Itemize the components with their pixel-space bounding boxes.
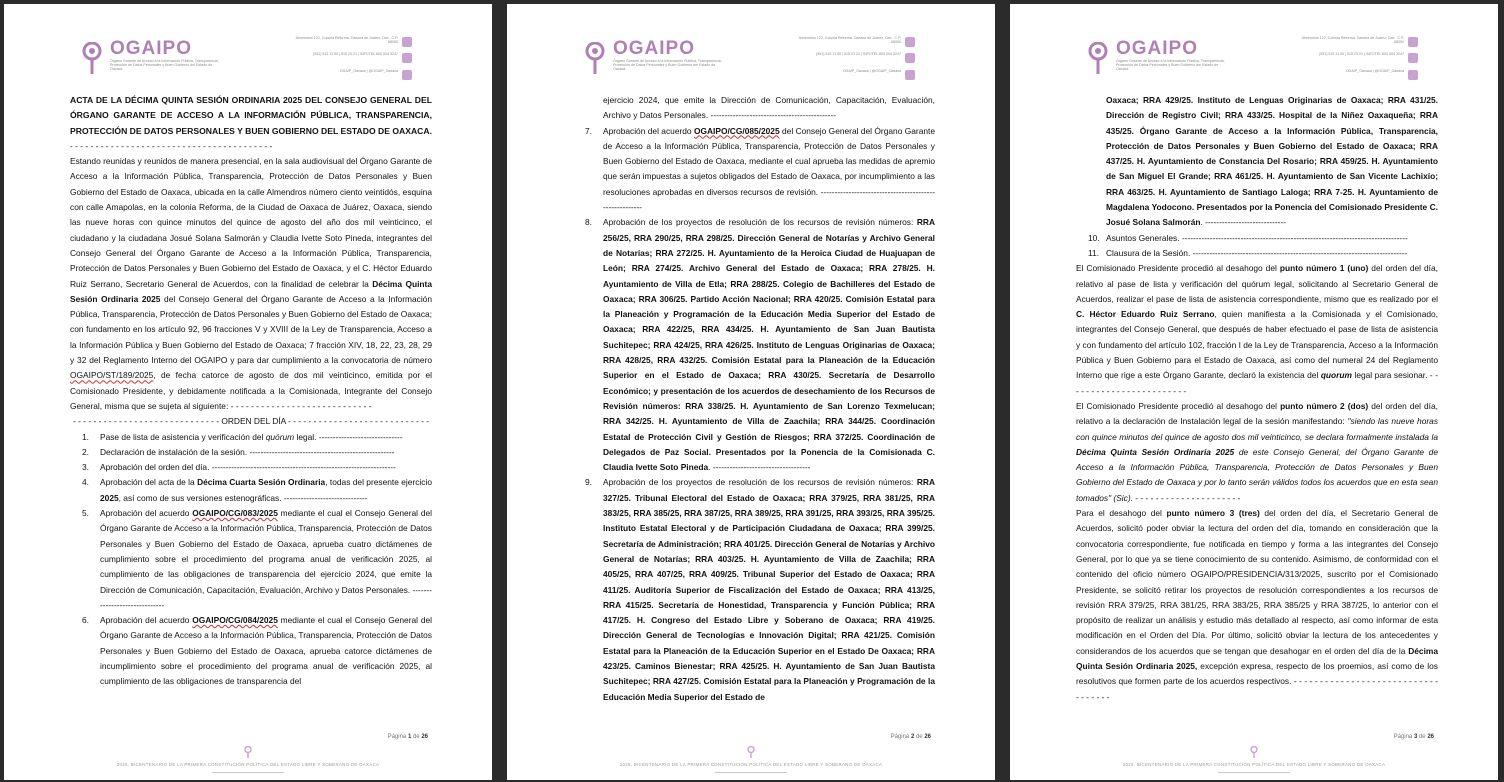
agenda-item-10: 10. Asuntos Generales. --------------------------------------------------------------------------------- xyxy=(1088,232,1408,243)
header-phone: (951) 515 11 90 | 515 23 21 | INFOTEL 800 004 3247 xyxy=(816,52,901,56)
logo-subtitle: Órgano Garante de Acceso a la Información Pública, Transparencia, Protección de Datos Personales y Buen Gobierno del Estado de Oaxaca xyxy=(110,59,219,72)
agenda-list xyxy=(70,430,432,690)
header-address: Almendros 122, Colonia Reforma, Oaxaca de Juárez, Oax., C.P. 68050 xyxy=(295,36,398,45)
instagram-icon xyxy=(905,70,915,80)
agenda-item-5: 5. Aprobación del acuerdo OGAIPO/CG/083/2025 mediante el cual el Consejo General del Órgano Garante de Acceso a la Información Pública, Transparencia, Protección de Datos Personales y Buen Gobierno del Estado de Oaxaca, aprueba cuatro dictámenes de cumplimiento sobre el procedimiento del programa anual de verificación 2025, al cumplimiento de las obligaciones de transparencia del ejercicio 2024, que emite la Dirección de Comunicación, Capacitación, Evaluación, Archivo y Datos Personales. ------------------------------ xyxy=(82,508,432,610)
page-number: Página 3 de 26 xyxy=(1393,734,1434,740)
header-social: OGAIP_Oaxaca | @OGAIP_Oaxaca xyxy=(842,69,901,73)
page-number: Página 2 de 26 xyxy=(890,734,931,740)
page-1-body xyxy=(70,93,432,690)
footer-divider xyxy=(1218,772,1290,773)
point-1-paragraph: El Comisionado Presidente procedió al desahogo del punto número 1 (uno) del orden del día, relativo al pase de lista y verificación del quórum legal, solicitando al Secretario General de Acuerdos, realizar el pase de lista de asistencia correspondiente, mismo que es realizado por el C. Héctor Eduardo Ruiz Serrano, quien manifiesta a la Comisionada y el Comisionado, integrantes del Consejo General, que después de haber efectuado el pase de lista de asistencia y con fundamento del artículo 102, fracción I de la Ley de Transparencia, Acceso a la Información Pública y Buen Gobierno para el Estado de Oaxaca, así como del numeral 24 del Reglamento Interno que rige a este Órgano Garante, declaró la existencia del quorum legal para sesionar. - - - - - - - - - - - - - - - - - - - - - - - - xyxy=(1076,263,1438,396)
footer-divider xyxy=(212,772,284,773)
agenda-item-6-continued: ejercicio 2024, que emite la Dirección de Comunicación, Capacitación, Evaluación, Archivo y Datos Personales. --------------------------------------------- xyxy=(603,95,935,121)
document-page-2 xyxy=(507,4,995,780)
location-icon xyxy=(402,37,412,47)
header-contact xyxy=(1298,36,1418,73)
ogaipo-mark-icon xyxy=(82,42,102,74)
header-contact xyxy=(795,36,915,73)
logo-wordmark: OGAIPO xyxy=(110,38,193,59)
agenda-item-2: 2. Declaración de instalación de la sesión. ---------------------------------------------------- xyxy=(82,446,395,457)
ogaipo-logo xyxy=(82,38,219,74)
header-phone: (951) 515 11 90 | 515 23 21 | INFOTEL 800 004 3247 xyxy=(313,52,398,56)
point-3-paragraph: Para el desahogo del punto número 3 (tres) del orden del día, el Secretario General de Acuerdos, solicitó poder obviar la lectura del orden del día, tomando en consideración que la convocatoria correspondiente, fue notificada en tiempo y forma a las integrantes del Consejo General, por lo que ya se tiene conocimiento de su contenido. Asimismo, de conformidad con el contenido del oficio número OGAIPO/PRESIDENCIA/313/2025, suscrito por el Comisionado Presidente, se solicitó retirar los proyectos de resolución correspondientes a los recursos de revisión RRA 379/25, RRA 381/25, RRA 383/25, RRA 385/25 y RRA 387/25, lo anterior con el propósito de realizar un análisis y estudio más detallado al respecto, así como informar de esta modificación en el Orden del Día. Por último, solicitó obviar la lectura de los antecedentes y considerandos de los acuerdos que se tengan que desahogar en el orden del día de la Décima Quinta Sesión Ordinaria 2025, excepción expresa, respecto de los proemios, así como de los resolutivos que formen parte de los acuerdos respectivos. - - - - - - - - - - - - - - - - - - - - - - - - - - - - - - - - - - - xyxy=(1076,508,1438,702)
location-icon xyxy=(905,37,915,47)
document-page-3 xyxy=(1010,4,1498,780)
page-3-body xyxy=(1076,93,1438,705)
agenda-item-3: 3. Aprobación del orden del día. ------------------------------------------------------------------ xyxy=(82,462,396,473)
header-contact xyxy=(292,36,412,73)
logo-subtitle: Órgano Garante de Acceso a la Información Pública, Transparencia, Protección de Datos Personales y Buen Gobierno del Estado de Oaxaca xyxy=(1116,59,1225,72)
agenda-item-4: 4. Aprobación del acta de la Décima Cuarta Sesión Ordinaria, todas del presente ejercicio 2025, así como de sus versiones estenográficas. ------------------------------ xyxy=(82,477,432,503)
header-social: OGAIP_Oaxaca | @OGAIP_Oaxaca xyxy=(1345,69,1404,73)
page-2-body xyxy=(573,93,935,705)
agenda-list xyxy=(573,124,935,705)
footer-text: 2025, BICENTENARIO DE LA PRIMERA CONSTITUCIÓN POLÍTICA DEL ESTADO LIBRE Y SOBERANO DE OAXACA xyxy=(116,762,380,767)
footer-text: 2025, BICENTENARIO DE LA PRIMERA CONSTITUCIÓN POLÍTICA DEL ESTADO LIBRE Y SOBERANO DE OAXACA xyxy=(1122,762,1386,767)
header-social: OGAIP_Oaxaca | @OGAIP_Oaxaca xyxy=(339,69,398,73)
ogaipo-logo xyxy=(585,38,722,74)
phone-icon xyxy=(905,53,915,63)
logo-wordmark: OGAIPO xyxy=(1116,38,1199,59)
agenda-item-7: 7. Aprobación del acuerdo OGAIPO/CG/085/2025 del Consejo General del Órgano Garante de Acceso a la Información Pública, Transparencia, Protección de Datos Personales y Buen Gobierno del Estado de Oaxaca, mediante el cual aprueba las medidas de apremio que serán impuestas a sujetos obligados del Estado de Oaxaca, por incumplimiento a las resoluciones aprobadas en diversos recursos de revisión. ------------------------------------------------------- xyxy=(585,125,935,213)
agenda-item-11: 11. Clausura de la Sesión. ----------------------------------------------------------------------------- xyxy=(1088,247,1408,258)
logo-subtitle: Órgano Garante de Acceso a la Información Pública, Transparencia, Protección de Datos Personales y Buen Gobierno del Estado de Oaxaca xyxy=(613,59,722,72)
point-2-paragraph: El Comisionado Presidente procedió al desahogo del punto número 2 (dos) del orden del día, relativo a la declaración de Instalación legal de la sesión manifestando: "siendo las nueve horas con quince minutos del quince de agosto dos mil veinticinco, se declara formalmente instalada la Décima Quinta Sesión Ordinaria 2025 de este Consejo General, del Órgano Garante de Acceso a la Información Pública, Transparencia, Protección de Datos Personales y Buen Gobierno del Estado de Oaxaca y por lo tanto serán válidos todos los acuerdos que en esta sean tomados" (Sic). - - - - - - - - - - - - - - - - - - - - - xyxy=(1076,400,1439,503)
orden-del-dia-heading: - - - - - - - - - - - - - - - - - - - - - - - - - - - - - ORDEN DEL DÍA - - - - - - - - - - - - - - - - - - - - - - - - - - - - xyxy=(73,416,429,427)
agenda-item-8: 8. Aprobación de los proyectos de resolución de los recursos de revisión números: RRA 256/25, RRA 290/25, RRA 298/25. Dirección General de Notarías y Archivo General de Notarías; RRA 272/25. H. Ayuntamiento de la Heroica Ciudad de Huajuapan de León; RRA 274/25. Archivo General del Estado de Oaxaca; RRA 278/25. H. Ayuntamiento de Villa de Etla; RRA 288/25. Colegio de Bachilleres del Estado de Oaxaca; RRA 306/25. Partido Acción Nacional; RRA 420/25. Comisión Estatal para la Planeación y Programación de la Educación Media Superior del Estado de Oaxaca; RRA 422/25, RRA 434/25. H. Ayuntamiento de San Juan Bautista Suchitepec; RRA 424/25, RRA 426/25. Instituto de Lenguas Originarias de Oaxaca; RRA 428/25, RRA 432/25. Comisión Estatal para la Planeación de la Educación Superior en el Estado de Oaxaca; RRA 430/25. Secretaría de Desarrollo Económico; y presentación de los acuerdos de desechamiento de los Recursos de Revisión números: RRA 338/25. H. Ayuntamiento de San Lorenzo Texmelucan; RRA 342/25. H. Ayuntamiento de Villa de Zaachila; RRA 344/25. Coordinación Estatal de Protección Civil y Gestión de Riesgos; RRA 372/25. Coordinación de Delegados de Paz Social. Presentados por la Ponencia de la Comisionada C. Claudia Ivette Soto Pineda. ----------------------------------- xyxy=(585,217,936,473)
agenda-list xyxy=(1076,231,1438,262)
title-dashes: - - - - - - - - - - - - - - - - - - - - - - - - - - - - - - - - - - - - - - - - xyxy=(70,140,273,151)
phone-icon xyxy=(402,53,412,63)
header-address: Almendros 122, Colonia Reforma, Oaxaca de Juárez, Oax., C.P. 68050 xyxy=(1301,36,1404,45)
header-address: Almendros 122, Colonia Reforma, Oaxaca de Juárez, Oax., C.P. 68050 xyxy=(798,36,901,45)
ogaipo-logo xyxy=(1088,38,1225,74)
phone-icon xyxy=(1408,53,1418,63)
agenda-item-9: 9. Aprobación de los proyectos de resolución de los recursos de revisión números: RRA 327/25. Tribunal Electoral del Estado de Oaxaca; RRA 379/25, RRA 381/25, RRA 383/25, RRA 385/25, RRA 387/25, RRA 389/25, RRA 391/25, RRA 393/25, RRA 395/25. Instituto Estatal Electoral y de Participación Ciudadana de Oaxaca; RRA 399/25. Secretaría de Administración; RRA 401/25. Dirección General de Notarías y Archivo General de Notarías; RRA 403/25. H. Ayuntamiento de Villa de Zaachila; RRA 405/25, RRA 407/25, RRA 409/25. Tribunal Superior del Estado de Oaxaca; RRA 411/25. Auditoría Superior de Fiscalización del Estado de Oaxaca; RRA 413/25, RRA 415/25. Secretaría de Honestidad, Transparencia y Función Pública; RRA 417/25. H. Congreso del Estado Libre y Soberano de Oaxaca; RRA 419/25. Dirección General de Tecnologías e Innovación Digital; RRA 421/25. Comisión Estatal para la Planeación de la Educación Superior en el Estado De Oaxaca; RRA 423/25. Caminos Bienestar; RRA 425/25. H. Ayuntamiento de San Juan Bautista Suchitepec; RRA 427/25. Comisión Estatal para la Planeación y Programación de la Educación Media Superior del Estado de xyxy=(585,477,935,702)
footer-mark-icon xyxy=(747,746,755,758)
document-page-1 xyxy=(4,4,492,780)
agenda-item-9-continued: Oaxaca; RRA 429/25. Instituto de Lenguas Originarias de Oaxaca; RRA 431/25. Dirección de Registro Civil; RRA 433/25. Hospital de la Niñez Oaxaqueña; RRA 435/25. Órgano Garante de Acceso a la Información Pública, Transparencia, Protección de Datos Personales y Buen Gobierno del Estado de Oaxaca; RRA 437/25. H. Ayuntamiento de Constancia Del Rosario; RRA 459/25. H. Ayuntamiento de San Miguel El Grande; RRA 461/25. H. Ayuntamiento de San Vicente Lachixío; RRA 463/25. H. Ayuntamiento de Santiago Laloga; RRA 7-25. H. Ayuntamiento de Magdalena Yodocono. Presentados por la Ponencia del Comisionado Presidente C. Josué Solana Salmorán. ----------------------------- xyxy=(1106,95,1438,228)
intro-paragraph: Estando reunidas y reunidos de manera presencial, en la sala audiovisual del Órgano Garante de Acceso a la Información Pública, Transparencia, Protección de Datos Personales y Buen Gobierno del Estado de Oaxaca, ubicada en la calle Almendros número ciento veintidós, esquina con calle Amapolas, en la colonia Reforma, de la Ciudad de Oaxaca de Juárez, Oaxaca, siendo las nueve horas con quince minutos del quince de agosto del año dos mil veinticinco, el ciudadano y la ciudadana Josué Solana Salmorán y Claudia Ivette Soto Pineda, integrantes del Consejo General del Órgano Garante de Acceso a la Información Pública, Transparencia, Protección de Datos Personales y Buen Gobierno del Estado de Oaxaca, y el C. Héctor Eduardo Ruiz Serrano, Secretario General de Acuerdos, con la finalidad de celebrar la Décima Quinta Sesión Ordinaria 2025 del Consejo General del Órgano Garante de Acceso a la Información Pública, Transparencia, Protección de Datos Personales y Buen Gobierno del Estado de Oaxaca; con fundamento en los artículo 92, 96 fracciones V y XVIII de la Ley de Transparencia, Acceso a la Información Pública y Buen Gobierno del Estado de Oaxaca; 7 fracción XIV, 18, 22, 23, 28, 29 y 32 del Reglamento Interno del OGAIPO y para dar cumplimiento a la convocatoria de número OGAIPO/ST/189/2025, de fecha catorce de agosto de dos mil veinticinco, emitida por el Comisionado Presidente, y debidamente notificada a la Comisionada, Integrante del Consejo General, misma que se sujeta al siguiente: - - - - - - - - - - - - - - - - - - - - - - - - - - - - xyxy=(70,156,433,411)
logo-wordmark: OGAIPO xyxy=(613,38,696,59)
footer-text: 2025, BICENTENARIO DE LA PRIMERA CONSTITUCIÓN POLÍTICA DEL ESTADO LIBRE Y SOBERANO DE OAXACA xyxy=(619,762,883,767)
footer-divider xyxy=(715,772,787,773)
header-phone: (951) 515 11 90 | 515 23 21 | INFOTEL 800 004 3247 xyxy=(1319,52,1404,56)
instagram-icon xyxy=(402,70,412,80)
instagram-icon xyxy=(1408,70,1418,80)
agenda-item-1: 1. Pase de lista de asistencia y verificación del quórum legal. ------------------------------ xyxy=(82,431,403,442)
location-icon xyxy=(1408,37,1418,47)
act-title: ACTA DE LA DÉCIMA QUINTA SESIÓN ORDINARIA 2025 DEL CONSEJO GENERAL DEL ÓRGANO GARANTE DE ACCESO A LA INFORMACIÓN PÚBLICA, TRANSPARENCIA, PROTECCIÓN DE DATOS PERSONALES Y BUEN GOBIERNO DEL ESTADO DE OAXACA. xyxy=(70,95,432,136)
ogaipo-mark-icon xyxy=(585,42,605,74)
ogaipo-mark-icon xyxy=(1088,42,1108,74)
page-number: Página 1 de 26 xyxy=(387,734,428,740)
footer-mark-icon xyxy=(244,746,252,758)
agenda-item-6: 6. Aprobación del acuerdo OGAIPO/CG/084/2025 mediante el cual el Consejo General del Órgano Garante de Acceso a la Información Pública, Transparencia, Protección de Datos Personales y Buen Gobierno del Estado de Oaxaca, aprueba catorce dictámenes de incumplimiento sobre el procedimiento del programa anual de verificación 2025, al cumplimiento de las obligaciones de transparencia del xyxy=(82,615,432,687)
footer-mark-icon xyxy=(1250,746,1258,758)
